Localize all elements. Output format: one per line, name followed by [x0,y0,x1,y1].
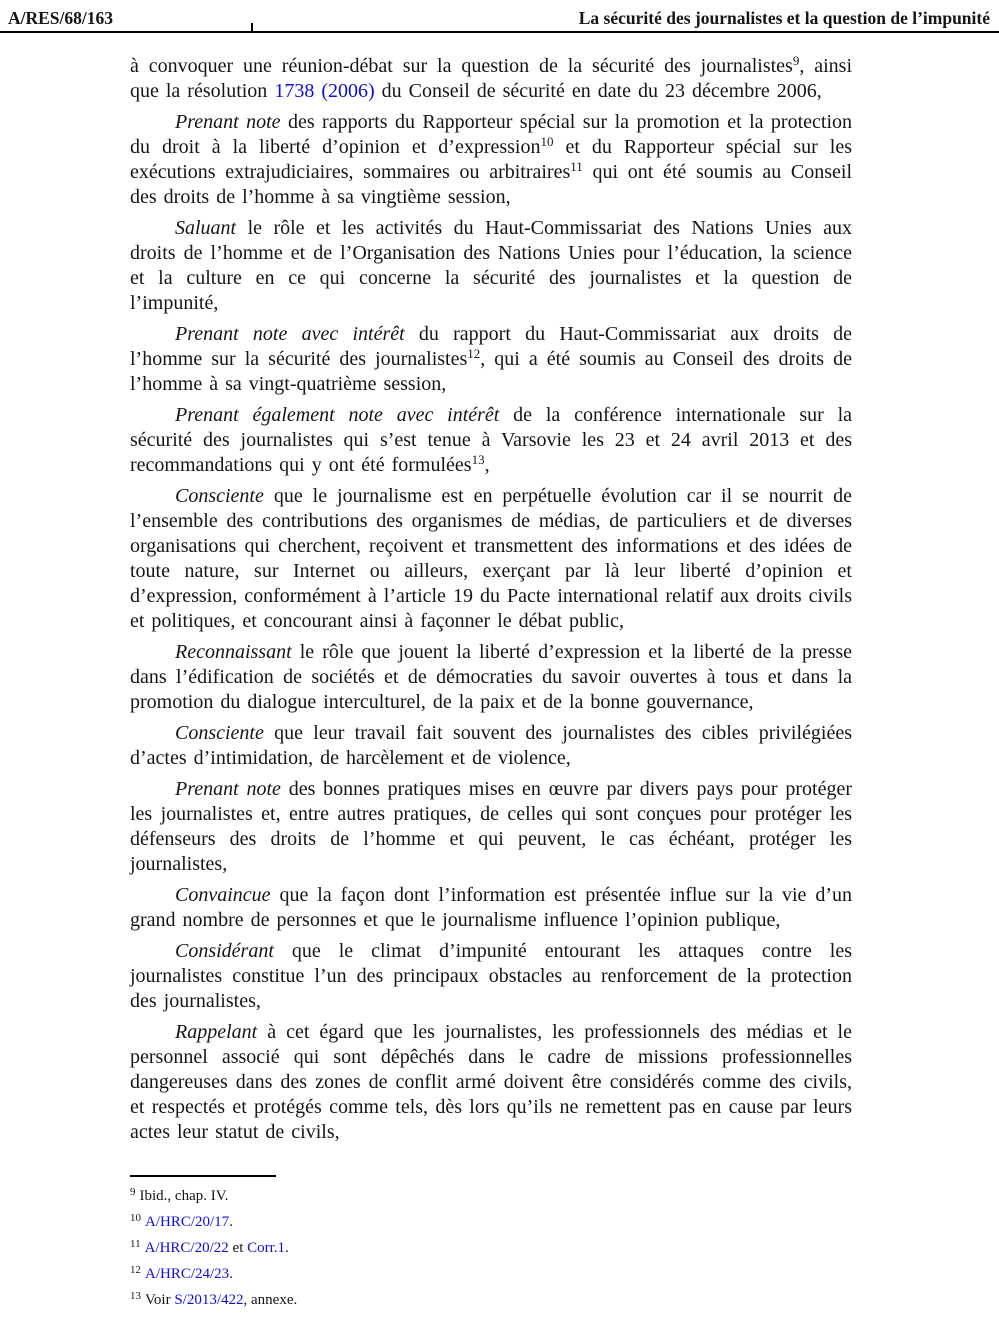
doc-link[interactable]: S/2013/422 [174,1292,244,1308]
text-run: et du Rapporteur spécial sur les exécutions extrajudiciaires, sommaires ou arbitraires [130,136,852,183]
body-paragraph [130,54,852,104]
footnote-marker: 13 [130,1289,141,1302]
footnotes-section [130,1183,852,1313]
text-run: que leur travail fait souvent des journalistes des cibles privilégiées d’actes d’intimidation, de harcèlement et de violence, [130,722,852,769]
text-run: que le journalisme est en perpétuelle évolution car il se nourrit de l’ensemble des contributions des organismes de médias, de particuliers et de diverses organisations qui cherchent, reçoivent et transmettent des informations et des idées de toute nature, sur Internet ou ailleurs, exerçant par là leur liberté d’opinion et d’expression, conformément à l’article 19 du Pacte international relatif aux droits civils et politiques, et concourant ainsi à façonner le débat public, [130,485,852,632]
doc-link[interactable]: Corr.1 [247,1240,286,1256]
italic-lead: Reconnaissant [175,641,292,663]
text-run: , qui a été soumis au Conseil des droits de l’homme à sa vingt-quatrième session, [130,348,852,395]
italic-lead: Prenant note [175,778,281,800]
footnote-ref: 9 [792,52,800,68]
text-run: . [229,1266,233,1282]
text-run: , annexe. [243,1292,298,1308]
text-run: , ainsi que la résolution [130,55,853,102]
italic-lead: Prenant note avec intérêt [175,323,405,345]
body-paragraph [130,322,852,397]
text-run: Voir [145,1292,175,1308]
body-paragraph [130,939,852,1014]
text-run: du rapport du Haut-Commissariat aux droits de l’homme sur la sécurité des journalistes [130,323,852,370]
text-run: que la façon dont l’information est présentée influe sur la vie d’un grand nombre de personnes et que le journalisme influence l’opinion publique, [130,884,852,931]
body-paragraph [130,403,852,478]
text-run: des bonnes pratiques mises en œuvre par divers pays pour protéger les journalistes et, entre autres pratiques, de celles qui sont conçues pour protéger les défenseurs des droits de l’homme et qui peuvent, le cas échéant, protéger les journalistes, [130,778,852,875]
italic-lead: Saluant [175,217,237,239]
text-run: à cet égard que les journalistes, les professionnels des médias et le personnel associé qui sont dépêchés dans le cadre de missions professionnelles dangereuses dans des zones de conflit armé doivent être considérés comme des civils, et respectés et protégés comme tels, dès lors qu’ils ne remettent pas en cause par leurs actes leur statut de civils, [130,1021,852,1143]
footnote-marker: 11 [130,1237,141,1250]
body-paragraph [130,721,852,771]
italic-lead: Prenant note [175,111,281,133]
document-body [130,54,852,1145]
text-run: des rapports du Rapporteur spécial sur la promotion et la protection du droit à la liberté d’opinion et d’expression [130,111,852,158]
footnote [130,1261,852,1287]
doc-link[interactable]: A/HRC/24/23 [145,1266,230,1282]
footnote [130,1287,852,1313]
document-title: La sécurité des journalistes et la question de l’impunité [578,8,990,28]
text-run: le rôle que jouent la liberté d’expression et la liberté de la presse dans l’édification de sociétés et de démocraties du savoir ouvertes à tous et dans la promotion du dialogue interculturel, de la paix et de la bonne gouvernance, [130,641,852,713]
italic-lead: Consciente [175,485,264,507]
body-paragraph [130,883,852,933]
doc-link[interactable]: A/HRC/20/17 [145,1214,230,1230]
text-run: . [285,1240,289,1256]
footnote-ref: 13 [471,451,485,467]
footnote [130,1235,852,1261]
footnote [130,1183,852,1209]
italic-lead: Consciente [175,722,264,744]
header-rule [0,31,999,33]
text-run: qui ont été soumis au Conseil des droits de l’homme à sa vingtième session, [130,161,853,208]
text-run: à convoquer une réunion-débat sur la question de la sécurité des journalistes [130,55,793,77]
text-run: de la conférence internationale sur la sécurité des journalistes qui s’est tenue à Varsovie les 23 et 24 avril 2013 et des recommandations qui y ont été formulées [130,404,853,476]
footnote [130,1209,852,1235]
text-run: . [229,1214,233,1230]
text-run: que le climat d’impunité entourant les attaques contre les journalistes constitue l’un des principaux obstacles au renforcement de la protection des journalistes, [130,940,852,1012]
text-run: le rôle et les activités du Haut-Commissariat des Nations Unies aux droits de l’homme et de l’Organisation des Nations Unies pour l’éducation, la science et la culture en ce qui concerne la sécurité des journalistes et la question de l’impunité, [130,217,852,314]
doc-link[interactable]: A/HRC/20/22 [144,1240,229,1256]
body-paragraph [130,484,852,634]
footnote-marker: 10 [130,1211,141,1224]
body-paragraph [130,110,852,210]
footnote-separator-rule [130,1175,276,1177]
italic-lead: Rappelant [175,1021,258,1043]
text-run: du Conseil de sécurité en date du 23 décembre 2006, [374,80,822,102]
footnote-ref: 10 [540,133,554,149]
footnote-marker: 12 [130,1263,141,1276]
footnote-ref: 11 [570,158,583,174]
body-paragraph [130,640,852,715]
footnote-marker: 9 [130,1185,136,1198]
text-run: Ibid., chap. IV. [139,1188,229,1204]
doc-link[interactable]: 1738 (2006) [274,80,375,102]
italic-lead: Prenant également note avec intérêt [175,404,500,426]
italic-lead: Considérant [175,940,274,962]
header-rule-tick [251,23,253,31]
body-paragraph [130,1020,852,1145]
footnote-ref: 12 [467,345,481,361]
italic-lead: Convaincue [175,884,271,906]
text-run: , [484,454,490,476]
body-paragraph [130,777,852,877]
document-symbol: A/RES/68/163 [8,8,114,28]
text-run: et [228,1240,248,1256]
body-paragraph [130,216,852,316]
